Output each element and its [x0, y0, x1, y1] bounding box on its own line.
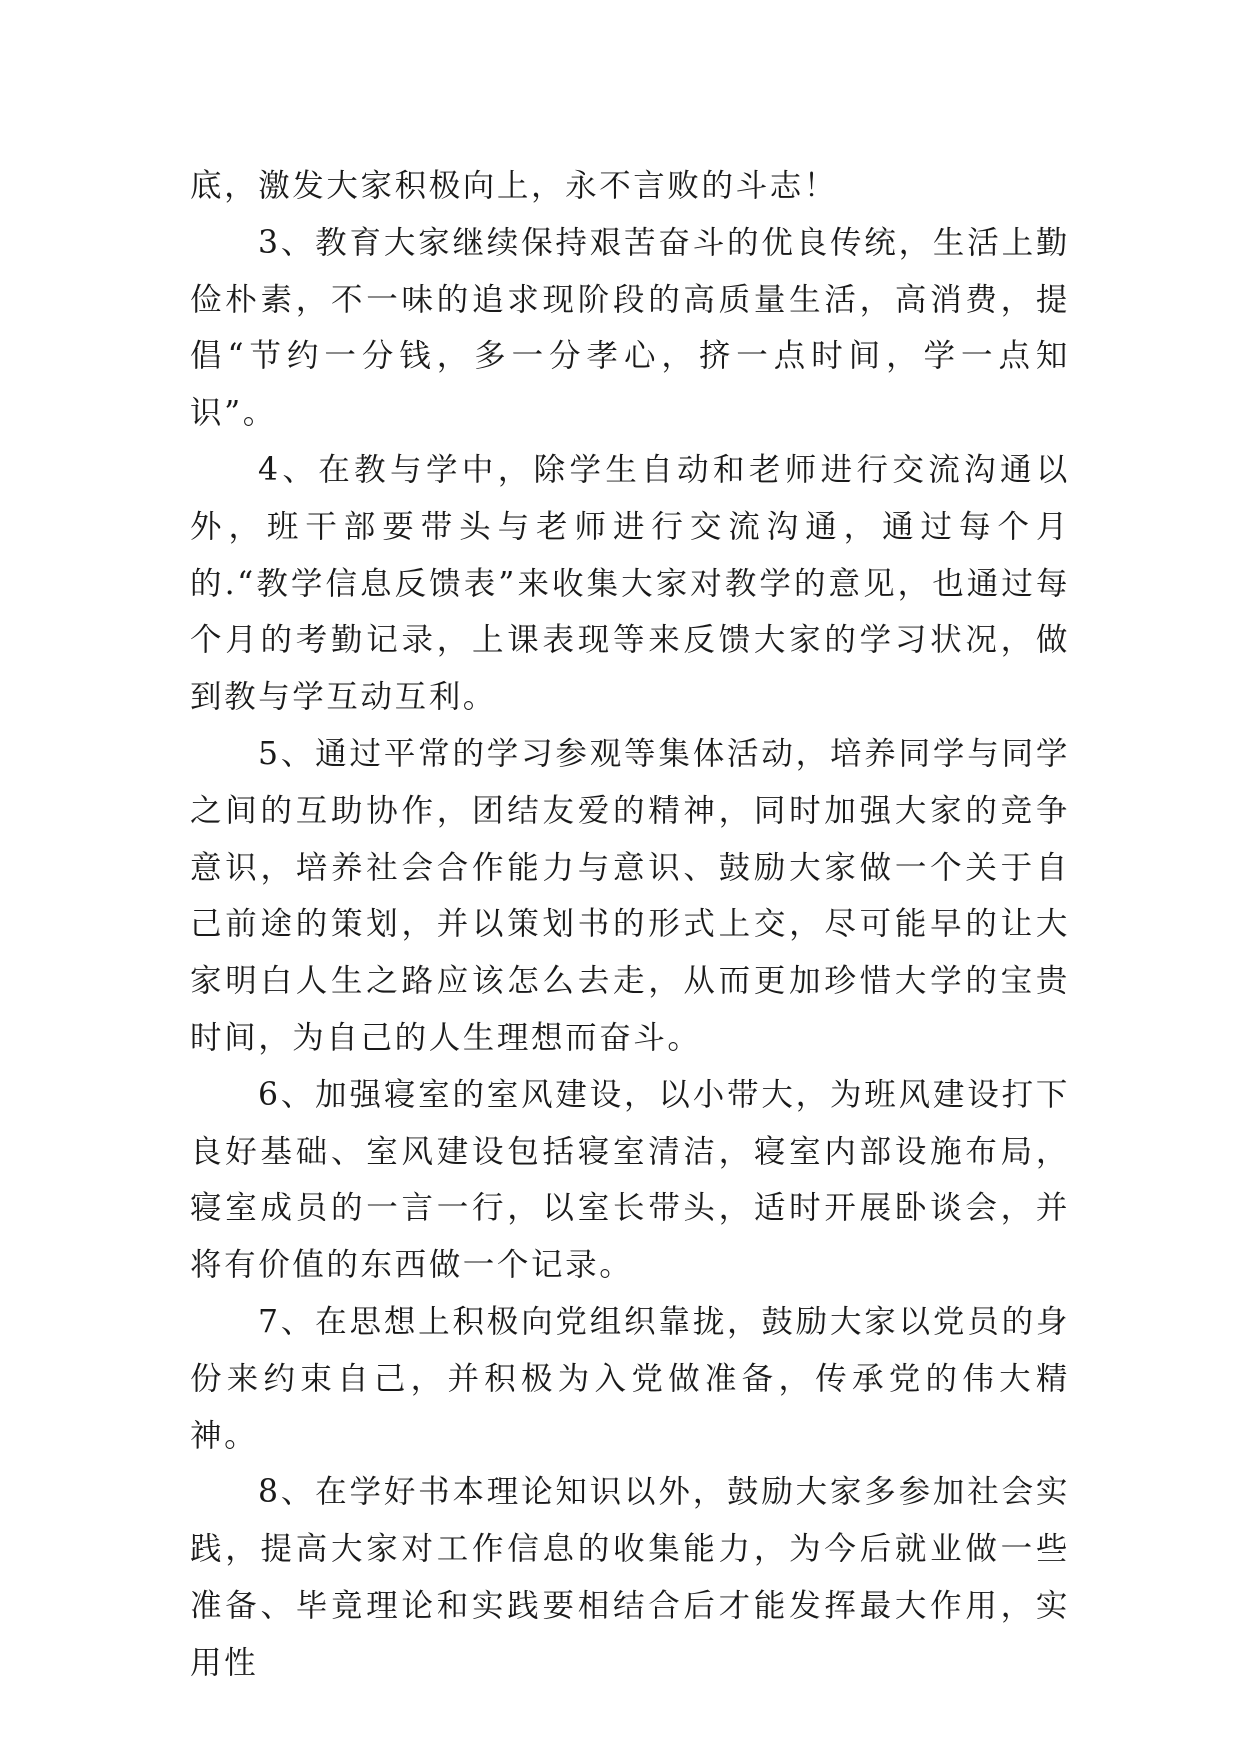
paragraph-item-7: 7、在思想上积极向党组织靠拢，鼓励大家以党员的身份来约束自己，并积极为入党做准备，传承党的伟大精神。 [190, 1303, 1070, 1454]
paragraph-item-4: 4、在教与学中，除学生自动和老师进行交流沟通以外，班干部要带头与老师进行交流沟通，通过每个月的.“教学信息反馈表”来收集大家对教学的意见，也通过每个月的考勤记录，上课表现等来反馈大家的学习状况，做到教与学互动互利。 [190, 451, 1070, 716]
paragraph-item-5: 5、通过平常的学习参观等集体活动，培养同学与同学之间的互助协作，团结友爱的精神，同时加强大家的竞争意识，培养社会合作能力与意识、鼓励大家做一个关于自己前途的策划，并以策划书的形式上交，尽可能早的让大家明白人生之路应该怎么去走，从而更加珍惜大学的宝贵时间，为自己的人生理想而奋斗。 [190, 735, 1070, 1056]
paragraph-item-3: 3、教育大家继续保持艰苦奋斗的优良传统，生活上勤俭朴素，不一味的追求现阶段的高质量生活，高消费，提倡“节约一分钱，多一分孝心，挤一点时间，学一点知识”。 [190, 224, 1070, 432]
paragraph-continued: 底，激发大家积极向上，永不言败的斗志！ [190, 168, 838, 204]
document-body [190, 158, 1070, 1692]
paragraph-item-6: 6、加强寝室的室风建设，以小带大，为班风建设打下良好基础、室风建设包括寝室清洁，寝室内部设施布局，寝室成员的一言一行，以室长带头，适时开展卧谈会，并将有价值的东西做一个记录。 [190, 1076, 1070, 1284]
paragraph-item-8: 8、在学好书本理论知识以外，鼓励大家多参加社会实践，提高大家对工作信息的收集能力，为今后就业做一些准备、毕竟理论和实践要相结合后才能发挥最大作用，实用性 [190, 1474, 1070, 1681]
